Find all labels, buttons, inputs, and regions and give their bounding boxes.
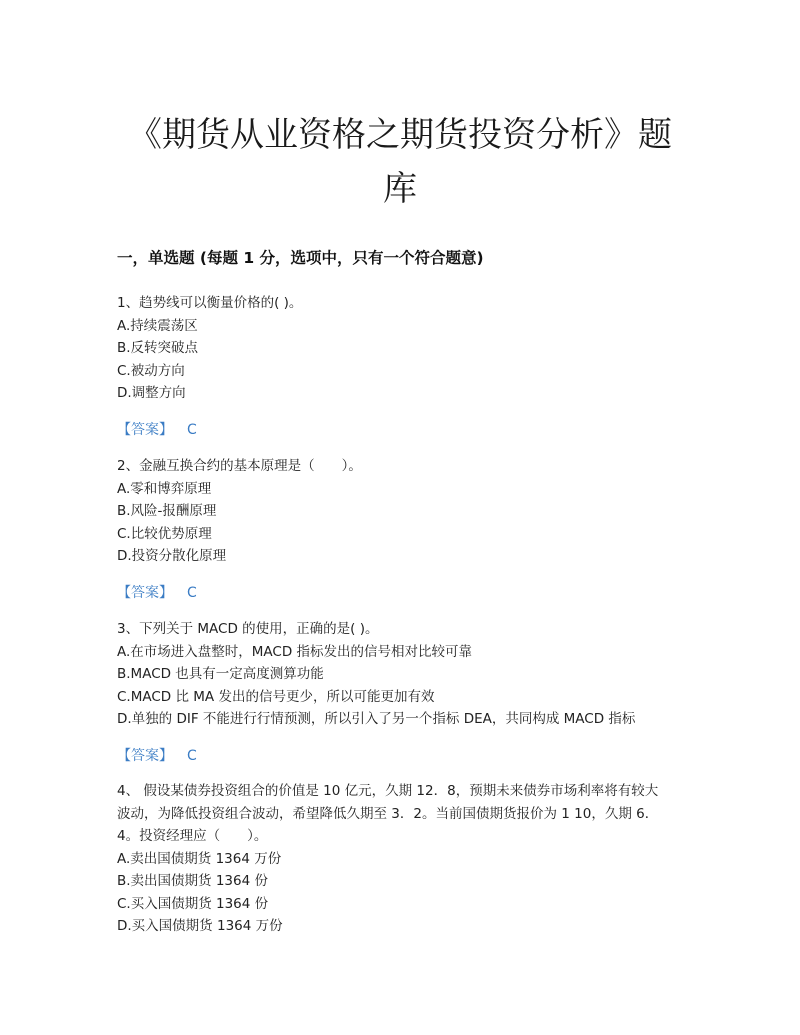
question-stem-line-2: 波动，为降低投资组合波动，希望降低久期至 3．2。当前国债期货报价为 1 10，久期 6． xyxy=(117,805,659,822)
title-line-1: 《期货从业资格之期货投资分析》题 xyxy=(128,115,672,155)
section-heading: 一，单选题 (每题 1 分，选项中，只有一个符合题意) xyxy=(117,249,484,267)
question-stem: 2、金融互换合约的基本原理是（ ）。 xyxy=(117,458,362,474)
option-d: D.单独的 DIF 不能进行行情预测，所以引入了另一个指标 DEA，共同构成 MACD 指标 xyxy=(117,711,636,727)
option-a: A.持续震荡区 xyxy=(117,317,198,334)
option-a: A.在市场进入盘整时，MACD 指标发出的信号相对比较可靠 xyxy=(117,643,473,660)
option-c: C.MACD 比 MA 发出的信号更少，所以可能更加有效 xyxy=(117,688,435,705)
answer-value: C xyxy=(187,421,197,438)
option-c: C.买入国债期货 1364 份 xyxy=(117,895,269,912)
option-a: A.卖出国债期货 1364 万份 xyxy=(117,850,282,867)
option-c: C.比较优势原理 xyxy=(117,525,212,542)
question-stem-line-1: 4、 假设某债券投资组合的价值是 10 亿元，久期 12．8，预期未来债券市场利率将有较大 xyxy=(117,783,659,799)
title-line-2: 库 xyxy=(383,169,417,209)
option-d: D.买入国债期货 1364 万份 xyxy=(117,918,283,934)
question-3 xyxy=(117,618,697,767)
answer-label: 【答案】 xyxy=(117,747,173,764)
question-stem-line-3: 4。投资经理应（ ）。 xyxy=(117,828,268,844)
option-d: D.调整方向 xyxy=(117,385,186,401)
question-stem: 3、下列关于 MACD 的使用，正确的是( )。 xyxy=(117,621,379,637)
option-d: D.投资分散化原理 xyxy=(117,548,227,564)
option-a: A.零和博弈原理 xyxy=(117,480,212,497)
option-c: C.被动方向 xyxy=(117,362,185,379)
answer-row xyxy=(117,419,697,441)
question-1 xyxy=(117,292,697,441)
answer-label: 【答案】 xyxy=(117,421,173,438)
answer-value: C xyxy=(187,747,197,764)
option-b: B.MACD 也具有一定高度测算功能 xyxy=(117,666,324,682)
option-b: B.风险-报酬原理 xyxy=(117,503,217,519)
answer-value: C xyxy=(187,584,197,601)
option-b: B.反转突破点 xyxy=(117,340,199,356)
option-b: B.卖出国债期货 1364 份 xyxy=(117,873,268,889)
question-stem: 1、趋势线可以衡量价格的( )。 xyxy=(117,295,303,311)
question-2 xyxy=(117,455,697,604)
document-title xyxy=(110,108,690,216)
answer-row xyxy=(117,582,697,604)
question-4 xyxy=(117,780,697,938)
answer-label: 【答案】 xyxy=(117,584,173,601)
answer-row xyxy=(117,745,697,767)
